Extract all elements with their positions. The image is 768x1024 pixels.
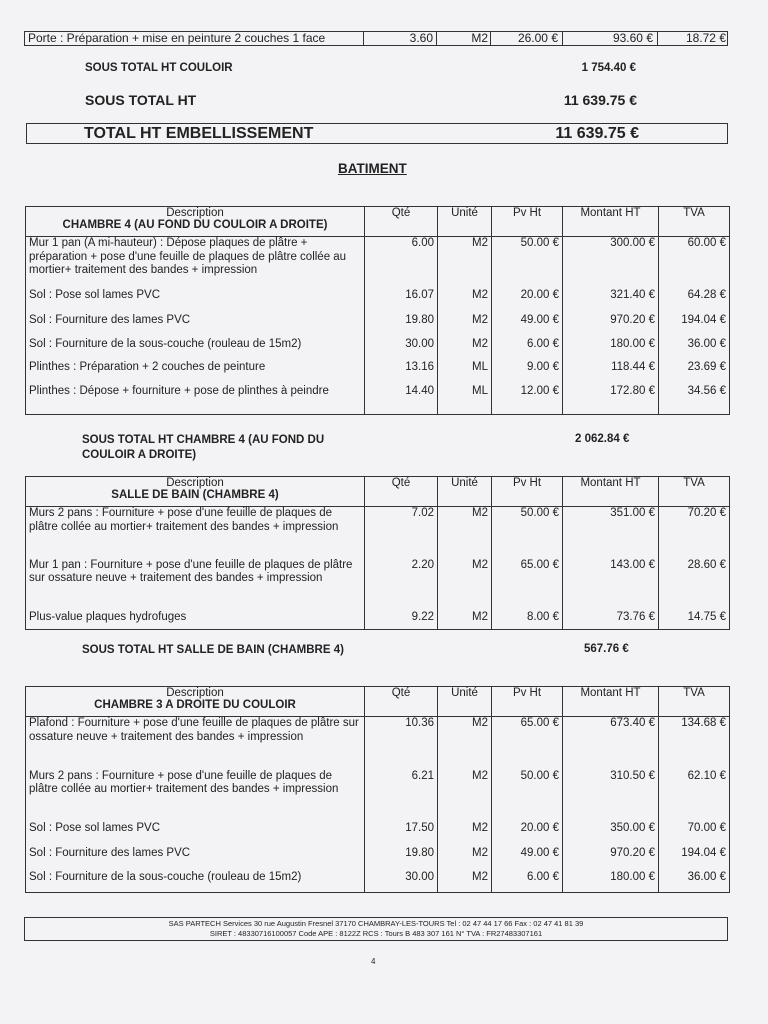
header-description: Description SALLE DE BAIN (CHAMBRE 4) <box>26 477 365 507</box>
section-name: SALLE DE BAIN (CHAMBRE 4) <box>111 489 279 501</box>
header-tva: TVA <box>659 477 730 507</box>
table-row: Murs 2 pans : Fourniture + pose d'une feuille de plaques de plâtre collée au mortier+ traitement des bandes + impression 6.21 M2 50.00 € 310.50 € 62.10 € <box>26 770 730 822</box>
header-qte: Qté <box>365 687 438 717</box>
section-name: CHAMBRE 3 A DROITE DU COULOIR <box>94 699 296 711</box>
total-embellissement-label: TOTAL HT EMBELLISSEMENT <box>84 125 314 142</box>
subtotal-ht-label: SOUS TOTAL HT <box>85 92 197 108</box>
section-name: CHAMBRE 4 (AU FOND DU COULOIR A DROITE) <box>62 219 328 231</box>
page-number: 4 <box>371 957 376 966</box>
total-embellissement-box <box>26 123 728 144</box>
header-montant: Montant HT <box>563 207 659 237</box>
subtotal-couloir-label: SOUS TOTAL HT COULOIR <box>85 62 233 74</box>
top-row-description: Porte : Préparation + mise en peinture 2 couches 1 face <box>28 32 326 45</box>
subtotal-ht-value: 11 639.75 € <box>563 92 637 108</box>
quote-table-chambre3 <box>25 686 730 893</box>
footer-line-1: SAS PARTECH Services 30 rue Augustin Fresnel 37170 CHAMBRAY-LES-TOURS Tel : 02 47 44 17 66 Fax : 02 47 41 81 39 <box>168 919 584 928</box>
header-qte: Qté <box>365 477 438 507</box>
table-row: Murs 2 pans : Fourniture + pose d'une feuille de plaques de plâtre collée au mortier+ traitement des bandes + impression 7.02 M2 50.00 € 351.00 € 70.20 € <box>26 507 730 559</box>
header-description: Description CHAMBRE 3 A DROITE DU COULOIR <box>26 687 365 717</box>
top-row-tva: 18.72 € <box>685 32 726 45</box>
quote-table-salle-de-bain <box>25 476 730 630</box>
subtotal-chambre4-label: SOUS TOTAL HT CHAMBRE 4 (AU FOND DU COULOIR A DROITE) <box>82 434 325 461</box>
header-pv: Pv Ht <box>492 207 563 237</box>
table-row: Sol : Pose sol lames PVC 17.50 M2 20.00 € 350.00 € 70.00 € <box>26 822 730 847</box>
top-row-unite: M2 <box>471 32 488 45</box>
table-row: Plinthes : Dépose + fourniture + pose de plinthes à peindre 14.40 ML 12.00 € 172.80 € 34.56 € <box>26 385 730 415</box>
header-pv: Pv Ht <box>492 687 563 717</box>
section-title: BATIMENT <box>338 161 407 176</box>
header-tva: TVA <box>659 207 730 237</box>
header-unite: Unité <box>438 687 492 717</box>
company-footer <box>24 917 728 941</box>
header-montant: Montant HT <box>563 687 659 717</box>
header-pv: Pv Ht <box>492 477 563 507</box>
subtotal-sdb-label: SOUS TOTAL HT SALLE DE BAIN (CHAMBRE 4) <box>82 644 344 656</box>
top-continuation-row <box>24 31 728 46</box>
header-description: Description CHAMBRE 4 (AU FOND DU COULOIR A DROITE) <box>26 207 365 237</box>
top-row-qte: 3.60 <box>409 32 433 45</box>
table-row: Sol : Fourniture de la sous-couche (rouleau de 15m2) 30.00 M2 6.00 € 180.00 € 36.00 € <box>26 338 730 361</box>
table-row: Plus-value plaques hydrofuges 9.22 M2 8.00 € 73.76 € 14.75 € <box>26 611 730 630</box>
table-row: Sol : Fourniture de la sous-couche (rouleau de 15m2) 30.00 M2 6.00 € 180.00 € 36.00 € <box>26 871 730 893</box>
footer-line-2: SIRET : 48330716100057 Code APE : 8122Z RCS : Tours B 483 307 161 N° TVA : FR27483307161 <box>209 929 543 938</box>
header-unite: Unité <box>438 477 492 507</box>
table-row: Sol : Fourniture des lames PVC 19.80 M2 49.00 € 970.20 € 194.04 € <box>26 847 730 871</box>
top-row-montant: 93.60 € <box>612 32 653 45</box>
table-row: Mur 1 pan : Fourniture + pose d'une feuille de plaques de plâtre sur ossature neuve + traitement des bandes + impression 2.20 M2 65.00 € 143.00 € 28.60 € <box>26 559 730 611</box>
total-embellissement-value: 11 639.75 € <box>555 125 639 142</box>
table-row: Plinthes : Préparation + 2 couches de peinture 13.16 ML 9.00 € 118.44 € 23.69 € <box>26 361 730 385</box>
quote-table-chambre4 <box>25 206 730 415</box>
header-unite: Unité <box>438 207 492 237</box>
table-row: Plafond : Fourniture + pose d'une feuille de plaques de plâtre sur ossature neuve + traitement des bandes + impression 10.36 M2 65.00 € 673.40 € 134.68 € <box>26 717 730 770</box>
subtotal-couloir-value: 1 754.40 € <box>581 62 636 74</box>
table-row: Sol : Fourniture des lames PVC 19.80 M2 49.00 € 970.20 € 194.04 € <box>26 314 730 338</box>
header-tva: TVA <box>659 687 730 717</box>
table-row: Mur 1 pan (A mi-hauteur) : Dépose plaques de plâtre + préparation + pose d'une feuille de plaques de plâtre collée au mortier+ traitement des bandes + impression 6.00 M2 50.00 € 300.00 € 60.00 € <box>26 237 730 289</box>
table-row: Sol : Pose sol lames PVC 16.07 M2 20.00 € 321.40 € 64.28 € <box>26 289 730 314</box>
subtotal-chambre4-value: 2 062.84 € <box>575 433 630 445</box>
header-qte: Qté <box>365 207 438 237</box>
header-montant: Montant HT <box>563 477 659 507</box>
top-row-pv: 26.00 € <box>517 32 558 45</box>
subtotal-sdb-value: 567.76 € <box>584 643 629 655</box>
